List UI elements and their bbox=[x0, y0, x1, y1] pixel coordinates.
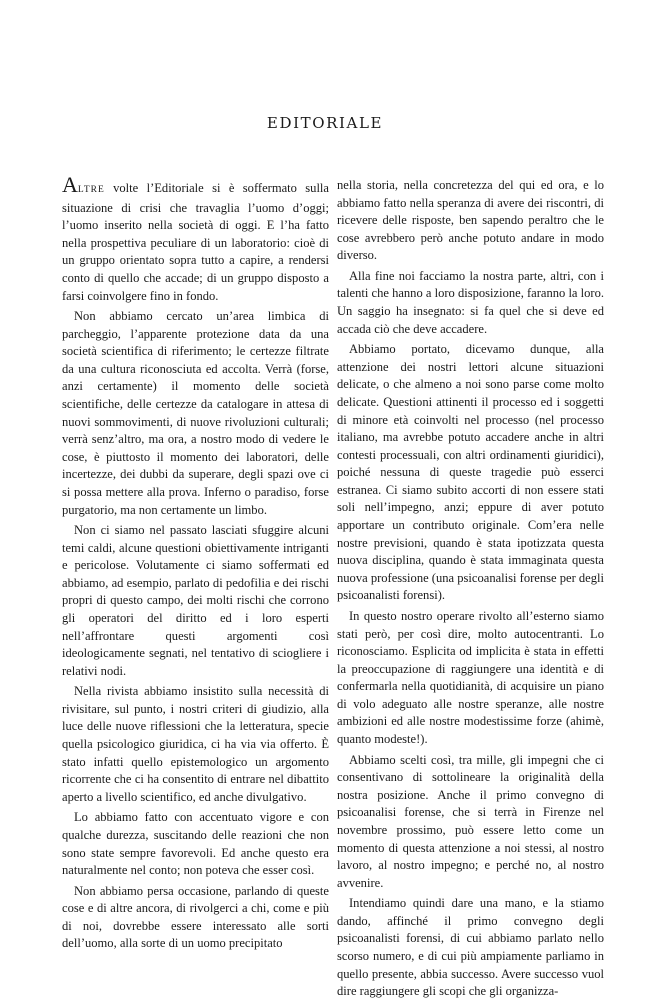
page-title: EDITORIALE bbox=[266, 114, 384, 132]
paragraph: nella storia, nella concretezza del qui ed ora, e lo abbiamo fatto nella speranza di avere dei riscontri, di ricevere delle risposte, ben sapendo peraltro che le cose avrebbero però anche potuto andare in modo diverso. bbox=[337, 178, 604, 263]
paragraph: Intendiamo quindi dare una mano, e la stiamo dando, affinché il primo convegno degli psicoanalisti forensi, di cui abbiamo parlato nello scorso numero, e di cui più ampiamente parliamo in quello presente, abbia successo. Avere successo vuol dire raggiungere gli scopi che gli organizza- bbox=[337, 896, 604, 999]
paragraph: Alla fine noi facciamo la nostra parte, altri, con i talenti che hanno a loro disposizione, faranno la loro. Un saggio ha insegnato: si fa quel che si deve ed accada ciò che deve accadere. bbox=[337, 268, 604, 336]
drop-cap: A bbox=[62, 172, 78, 197]
left-column bbox=[62, 172, 329, 953]
paragraph: Abbiamo portato, dicevamo dunque, alla attenzione dei nostri lettori alcune situazioni delicate, o che almeno a noi sono parse come molto delicate. Questioni attinenti il processo ed i soggetti di minore età coinvolti nel processo (nel processo italiano, ma avrebbe potuto accadere anche in altri contesti processuali, con altri ordinamenti giuridici), poiché nessuna di queste tragedie può esserci estranea. Ci siamo subito accorti di non essere stati soli nell’impegno, anzi; eppure di aver potuto apportare un contributo originale. Com’era nelle nostre previsioni, quando è stata ipotizzata questa nuova disciplina, quando è stata immaginata questa nuova professione (una psicoanalisi forense per degli psicoanalisti forensi). bbox=[337, 342, 604, 603]
opening-paragraph bbox=[62, 172, 329, 305]
paragraph: Nella rivista abbiamo insistito sulla necessità di rivisitare, sul punto, i nostri criteri di giudizio, alla luce delle nuove riflessioni che la letteratura, specie quella psicologico giuridica, ci ha via via offerto. È stato infatti quello epistemologico un argomento ricorrente che ci ha consentito di entrare nel dibattito aperto a livello scientifico, ed anche divulgativo. bbox=[62, 684, 329, 804]
opening-smallcaps: LTRE bbox=[77, 185, 105, 195]
paragraph: Abbiamo scelti così, tra mille, gli impegni che ci consentivano di sottolineare la originalità della nostra posizione. Anche il primo convegno di psicoanalisi forense, che si terrà in Firenze nel novembre prossimo, può essere letto come un momento di questa attenzione a noi stessi, al nostro lavoro, al nostro impegno; e perché no, al nostro avvenire. bbox=[337, 752, 604, 890]
paragraph: Non abbiamo persa occasione, parlando di queste cose e di altre ancora, di rivolgerci a chi, come e più di noi, dovrebbe essere interessato alle sorti dell’uomo, alla sorte di un uomo precipitato bbox=[62, 883, 329, 951]
right-column bbox=[337, 177, 604, 1001]
paragraph: Non abbiamo cercato un’area limbica di parcheggio, l’apparente protezione data da una società scientifica di riferimento; le certezze filtrate da una cultura riconosciuta ed accolta. Verrà (forse, anzi certamente) il momento delle società scientifiche, delle certezze da catalogare in attesa di nuovi sommovimenti, di nuove rivoluzioni culturali; verrà senz’altro, ma ora, a nostro modo di vedere le cose, è piuttosto il momento dei laboratori, delle incertezze, dei dubbi da superare, degli spazi ove ci si possa mettere alla prova. Inferno o paradiso, forse purgatorio, ma non certamente un limbo. bbox=[62, 309, 329, 517]
paragraph: Lo abbiamo fatto con accentuato vigore e con qualche durezza, suscitando delle reazioni che non sono state sempre favorevoli. Ed anche questo era naturalmente nel conto; non poteva che esser così. bbox=[62, 810, 329, 878]
paragraph: In questo nostro operare rivolto all’esterno siamo stati però, per così dire, molto autocentranti. Lo riconosciamo. Esplicita od implicita è stata in effetti la preoccupazione di raggiungere una identità e di confermarla nella quotidianità, di acquisire un piano di volo adeguato alle nostre speranze, alle nostre ambizioni ed alle nostre modestissime forze (ahimè, quanto modeste!). bbox=[337, 608, 604, 747]
paragraph: Non ci siamo nel passato lasciati sfuggire alcuni temi caldi, alcune questioni obiettivamente intriganti e pericolose. Volutamente ci siamo soffermati ed abbiamo, ad esempio, parlato di pedofilia e dei rischi propri di questo campo, dei molti rischi che corrono gli operatori del diritto ed i loro esperti nell’affrontare questi argomenti così ideologicamente segnati, nel tentativo di sciogliere i relativi nodi. bbox=[62, 523, 329, 678]
opening-text: volte l’Editoriale si è soffermato sulla situazione di crisi che travaglia l’uomo d’oggi; l’uomo inserito nella società di oggi. E l’ha fatto nella prospettiva peculiare di un laboratorio: cioè di un gruppo orientato sopra tutto a capire, a rendersi conto di quello che accade; di un gruppo disposto a farsi coinvolgere fino in fondo. bbox=[62, 181, 329, 303]
